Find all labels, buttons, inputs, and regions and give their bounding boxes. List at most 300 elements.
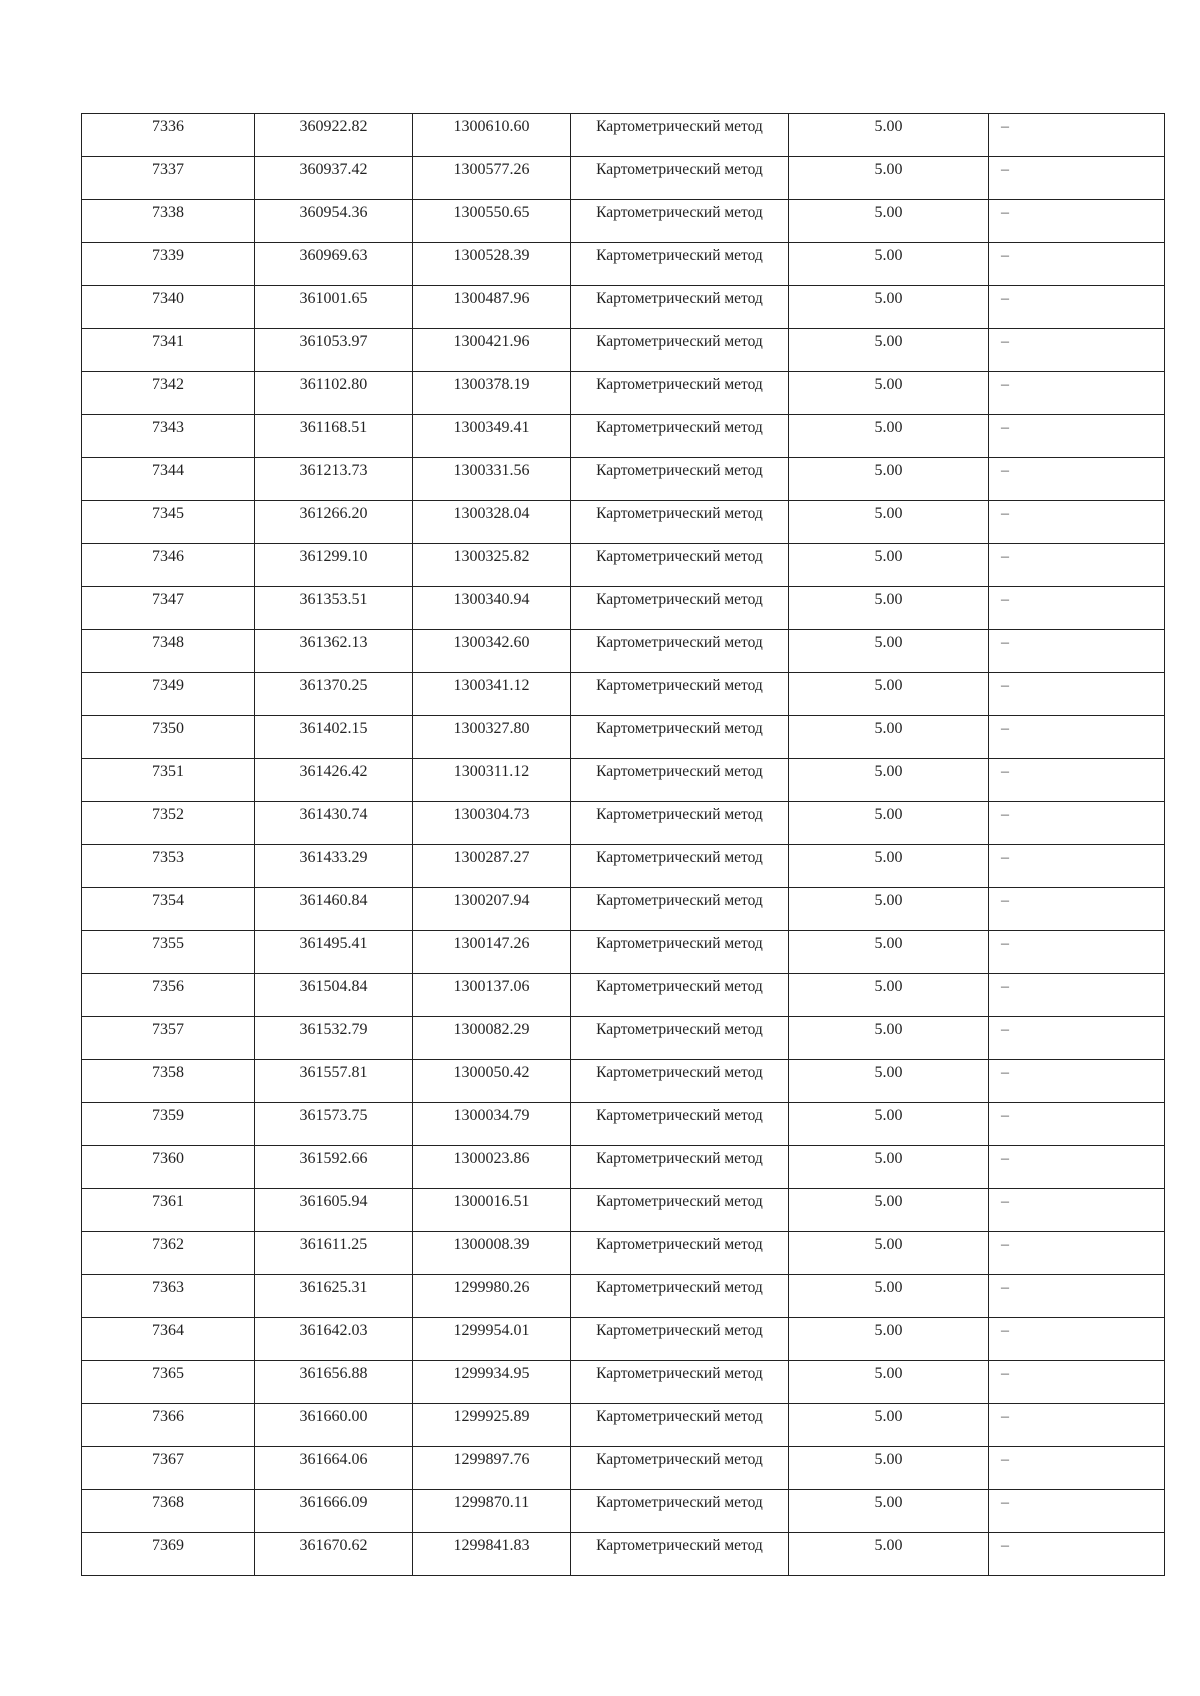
description-cell [989,372,1165,415]
table-row [82,845,1165,888]
point-number-cell [82,1060,255,1103]
description-cell [989,1447,1165,1490]
accuracy-cell [789,1060,989,1103]
point-number-cell [82,200,255,243]
point-number-cell [82,372,255,415]
table-row [82,1232,1165,1275]
accuracy-cell [789,1447,989,1490]
point-number-cell [82,759,255,802]
point-number-cell [82,1275,255,1318]
point-number-cell [82,974,255,1017]
point-number-value: 7366 [152,1408,184,1425]
x-coordinate-value: 361573.75 [299,1107,368,1124]
x-coordinate-value: 361557.81 [299,1064,368,1081]
method-value: Картометрический метод [596,333,763,350]
accuracy-cell [789,716,989,759]
description-cell [989,1189,1165,1232]
method-cell [571,372,789,415]
point-number-value: 7363 [152,1279,184,1296]
table-row [82,759,1165,802]
description-value: – [1001,1064,1009,1081]
description-cell [989,1275,1165,1318]
point-number-value: 7353 [152,849,184,866]
point-number-value: 7338 [152,204,184,221]
x-coordinate-cell [255,716,413,759]
point-number-value: 7367 [152,1451,184,1468]
y-coordinate-cell [413,1404,571,1447]
method-value: Картометрический метод [596,978,763,995]
y-coordinate-value: 1300342.60 [453,634,530,651]
y-coordinate-cell [413,1318,571,1361]
y-coordinate-value: 1300349.41 [453,419,530,436]
method-cell [571,587,789,630]
method-cell [571,114,789,157]
y-coordinate-value: 1299954.01 [453,1322,530,1339]
accuracy-cell [789,888,989,931]
accuracy-cell [789,1404,989,1447]
accuracy-cell [789,845,989,888]
accuracy-value: 5.00 [874,1236,903,1253]
method-value: Картометрический метод [596,1408,763,1425]
y-coordinate-cell [413,673,571,716]
accuracy-cell [789,1189,989,1232]
y-coordinate-cell [413,845,571,888]
accuracy-value: 5.00 [874,1322,903,1339]
point-number-value: 7336 [152,118,184,135]
description-cell [989,673,1165,716]
description-value: – [1001,892,1009,909]
point-number-cell [82,1146,255,1189]
x-coordinate-value: 361430.74 [299,806,368,823]
y-coordinate-value: 1300421.96 [453,333,530,350]
method-value: Картометрический метод [596,849,763,866]
y-coordinate-cell [413,1103,571,1146]
method-cell [571,802,789,845]
point-number-value: 7349 [152,677,184,694]
description-cell [989,931,1165,974]
accuracy-cell [789,1146,989,1189]
y-coordinate-cell [413,587,571,630]
description-cell [989,1404,1165,1447]
x-coordinate-value: 360954.36 [299,204,368,221]
description-value: – [1001,1494,1009,1511]
table-row [82,544,1165,587]
point-number-value: 7341 [152,333,184,350]
method-value: Картометрический метод [596,1279,763,1296]
y-coordinate-cell [413,1447,571,1490]
description-cell [989,200,1165,243]
table-row [82,1189,1165,1232]
method-cell [571,1361,789,1404]
description-value: – [1001,1322,1009,1339]
point-number-value: 7345 [152,505,184,522]
point-number-value: 7348 [152,634,184,651]
y-coordinate-value: 1300341.12 [453,677,530,694]
point-number-cell [82,888,255,931]
x-coordinate-cell [255,802,413,845]
x-coordinate-value: 361370.25 [299,677,368,694]
point-number-cell [82,587,255,630]
accuracy-cell [789,1232,989,1275]
accuracy-cell [789,1318,989,1361]
description-value: – [1001,634,1009,651]
point-number-value: 7354 [152,892,184,909]
method-value: Картометрический метод [596,892,763,909]
description-cell [989,1017,1165,1060]
description-value: – [1001,1408,1009,1425]
y-coordinate-cell [413,200,571,243]
x-coordinate-cell [255,1189,413,1232]
x-coordinate-cell [255,1447,413,1490]
y-coordinate-value: 1299934.95 [453,1365,530,1382]
table-row [82,1146,1165,1189]
x-coordinate-cell [255,1361,413,1404]
accuracy-value: 5.00 [874,1494,903,1511]
point-number-cell [82,630,255,673]
x-coordinate-value: 361433.29 [299,849,368,866]
description-value: – [1001,118,1009,135]
method-cell [571,329,789,372]
description-value: – [1001,161,1009,178]
y-coordinate-cell [413,458,571,501]
table-row [82,888,1165,931]
description-value: – [1001,548,1009,565]
table-row [82,587,1165,630]
description-value: – [1001,720,1009,737]
table-row [82,329,1165,372]
description-cell [989,587,1165,630]
x-coordinate-value: 361001.65 [299,290,368,307]
accuracy-value: 5.00 [874,419,903,436]
point-number-value: 7365 [152,1365,184,1382]
method-cell [571,1404,789,1447]
x-coordinate-value: 361299.10 [299,548,368,565]
point-number-value: 7352 [152,806,184,823]
table-row [82,716,1165,759]
y-coordinate-value: 1300050.42 [453,1064,530,1081]
accuracy-value: 5.00 [874,677,903,694]
table-row [82,630,1165,673]
x-coordinate-value: 361266.20 [299,505,368,522]
x-coordinate-value: 361660.00 [299,1408,368,1425]
description-cell [989,845,1165,888]
x-coordinate-cell [255,1490,413,1533]
description-value: – [1001,247,1009,264]
y-coordinate-cell [413,1275,571,1318]
x-coordinate-value: 361656.88 [299,1365,368,1382]
x-coordinate-cell [255,286,413,329]
method-cell [571,1275,789,1318]
y-coordinate-cell [413,1533,571,1576]
description-value: – [1001,1365,1009,1382]
method-value: Картометрический метод [596,1494,763,1511]
description-value: – [1001,1107,1009,1124]
y-coordinate-cell [413,415,571,458]
x-coordinate-value: 361666.09 [299,1494,368,1511]
x-coordinate-value: 361664.06 [299,1451,368,1468]
description-value: – [1001,849,1009,866]
method-cell [571,286,789,329]
method-value: Картометрический метод [596,591,763,608]
method-value: Картометрический метод [596,1451,763,1468]
point-number-cell [82,673,255,716]
accuracy-value: 5.00 [874,720,903,737]
point-number-cell [82,329,255,372]
x-coordinate-value: 361053.97 [299,333,368,350]
table-row [82,1060,1165,1103]
y-coordinate-cell [413,544,571,587]
table-row [82,200,1165,243]
method-cell [571,630,789,673]
method-cell [571,458,789,501]
x-coordinate-value: 361353.51 [299,591,368,608]
method-value: Картометрический метод [596,677,763,694]
point-number-value: 7340 [152,290,184,307]
x-coordinate-cell [255,329,413,372]
description-cell [989,716,1165,759]
x-coordinate-cell [255,845,413,888]
description-value: – [1001,763,1009,780]
table-row [82,1017,1165,1060]
description-value: – [1001,333,1009,350]
method-cell [571,716,789,759]
method-value: Картометрический метод [596,419,763,436]
method-cell [571,759,789,802]
method-value: Картометрический метод [596,204,763,221]
table-row [82,974,1165,1017]
method-cell [571,1017,789,1060]
accuracy-value: 5.00 [874,763,903,780]
table-row [82,1361,1165,1404]
method-value: Картометрический метод [596,1236,763,1253]
description-cell [989,1060,1165,1103]
point-number-cell [82,458,255,501]
accuracy-cell [789,544,989,587]
description-cell [989,1490,1165,1533]
description-value: – [1001,935,1009,952]
x-coordinate-value: 361168.51 [299,419,368,436]
accuracy-value: 5.00 [874,333,903,350]
table-row [82,1447,1165,1490]
x-coordinate-cell [255,587,413,630]
method-value: Картометрический метод [596,1064,763,1081]
accuracy-cell [789,458,989,501]
point-number-cell [82,415,255,458]
point-number-value: 7361 [152,1193,184,1210]
x-coordinate-cell [255,759,413,802]
accuracy-cell [789,673,989,716]
point-number-cell [82,1318,255,1361]
description-value: – [1001,290,1009,307]
point-number-value: 7342 [152,376,184,393]
point-number-value: 7369 [152,1537,184,1554]
y-coordinate-value: 1300577.26 [453,161,530,178]
point-number-cell [82,1490,255,1533]
description-cell [989,630,1165,673]
x-coordinate-value: 361102.80 [299,376,368,393]
point-number-cell [82,1447,255,1490]
description-value: – [1001,1150,1009,1167]
accuracy-value: 5.00 [874,634,903,651]
point-number-cell [82,1103,255,1146]
method-value: Картометрический метод [596,1322,763,1339]
x-coordinate-cell [255,888,413,931]
method-cell [571,931,789,974]
x-coordinate-value: 361362.13 [299,634,368,651]
accuracy-value: 5.00 [874,1107,903,1124]
point-number-cell [82,501,255,544]
method-value: Картометрический метод [596,1537,763,1554]
accuracy-value: 5.00 [874,118,903,135]
point-number-cell [82,157,255,200]
description-value: – [1001,419,1009,436]
description-cell [989,1232,1165,1275]
accuracy-cell [789,243,989,286]
method-cell [571,544,789,587]
x-coordinate-cell [255,1103,413,1146]
point-number-value: 7337 [152,161,184,178]
accuracy-cell [789,1533,989,1576]
point-number-value: 7357 [152,1021,184,1038]
y-coordinate-cell [413,630,571,673]
x-coordinate-value: 361495.41 [299,935,368,952]
y-coordinate-value: 1300328.04 [453,505,530,522]
y-coordinate-value: 1300610.60 [453,118,530,135]
x-coordinate-cell [255,544,413,587]
accuracy-cell [789,372,989,415]
x-coordinate-value: 360969.63 [299,247,368,264]
x-coordinate-value: 360937.42 [299,161,368,178]
description-cell [989,329,1165,372]
accuracy-value: 5.00 [874,591,903,608]
method-value: Картометрический метод [596,935,763,952]
x-coordinate-cell [255,1146,413,1189]
y-coordinate-cell [413,759,571,802]
description-value: – [1001,591,1009,608]
method-cell [571,1189,789,1232]
accuracy-value: 5.00 [874,1365,903,1382]
description-cell [989,888,1165,931]
table-row [82,458,1165,501]
table-row [82,1404,1165,1447]
description-value: – [1001,204,1009,221]
point-number-cell [82,1361,255,1404]
method-value: Картометрический метод [596,634,763,651]
y-coordinate-cell [413,888,571,931]
point-number-value: 7360 [152,1150,184,1167]
y-coordinate-cell [413,1490,571,1533]
method-cell [571,1533,789,1576]
point-number-value: 7344 [152,462,184,479]
method-cell [571,845,789,888]
x-coordinate-cell [255,1017,413,1060]
method-value: Картометрический метод [596,118,763,135]
coordinates-table-body [82,114,1165,1576]
y-coordinate-value: 1300287.27 [453,849,530,866]
y-coordinate-value: 1300327.80 [453,720,530,737]
x-coordinate-value: 360922.82 [299,118,368,135]
method-value: Картометрический метод [596,505,763,522]
method-cell [571,888,789,931]
method-cell [571,1103,789,1146]
point-number-value: 7368 [152,1494,184,1511]
x-coordinate-cell [255,157,413,200]
accuracy-value: 5.00 [874,1537,903,1554]
y-coordinate-value: 1300340.94 [453,591,530,608]
x-coordinate-cell [255,458,413,501]
table-row [82,157,1165,200]
accuracy-value: 5.00 [874,376,903,393]
point-number-value: 7351 [152,763,184,780]
description-cell [989,243,1165,286]
description-cell [989,1361,1165,1404]
x-coordinate-cell [255,1404,413,1447]
point-number-cell [82,716,255,759]
point-number-cell [82,1533,255,1576]
y-coordinate-value: 1300325.82 [453,548,530,565]
coordinates-table [81,113,1165,1576]
point-number-cell [82,1017,255,1060]
x-coordinate-cell [255,501,413,544]
accuracy-value: 5.00 [874,462,903,479]
y-coordinate-cell [413,329,571,372]
point-number-value: 7364 [152,1322,184,1339]
x-coordinate-cell [255,1533,413,1576]
y-coordinate-cell [413,716,571,759]
accuracy-value: 5.00 [874,806,903,823]
description-value: – [1001,376,1009,393]
point-number-value: 7358 [152,1064,184,1081]
accuracy-value: 5.00 [874,161,903,178]
y-coordinate-cell [413,1060,571,1103]
point-number-cell [82,114,255,157]
description-cell [989,458,1165,501]
accuracy-cell [789,1361,989,1404]
y-coordinate-value: 1299870.11 [453,1494,530,1511]
accuracy-cell [789,329,989,372]
y-coordinate-value: 1300016.51 [453,1193,530,1210]
accuracy-cell [789,974,989,1017]
description-value: – [1001,1279,1009,1296]
y-coordinate-value: 1300034.79 [453,1107,530,1124]
y-coordinate-cell [413,114,571,157]
description-value: – [1001,1236,1009,1253]
accuracy-value: 5.00 [874,1193,903,1210]
table-row [82,1275,1165,1318]
method-cell [571,1447,789,1490]
point-number-cell [82,286,255,329]
accuracy-cell [789,1275,989,1318]
method-value: Картометрический метод [596,1107,763,1124]
description-cell [989,157,1165,200]
x-coordinate-value: 361592.66 [299,1150,368,1167]
method-cell [571,1318,789,1361]
accuracy-value: 5.00 [874,548,903,565]
point-number-value: 7362 [152,1236,184,1253]
method-value: Картометрический метод [596,548,763,565]
description-cell [989,759,1165,802]
point-number-value: 7355 [152,935,184,952]
x-coordinate-cell [255,114,413,157]
y-coordinate-cell [413,286,571,329]
method-value: Картометрический метод [596,1021,763,1038]
accuracy-value: 5.00 [874,1064,903,1081]
method-value: Картометрический метод [596,290,763,307]
y-coordinate-value: 1300207.94 [453,892,530,909]
accuracy-cell [789,200,989,243]
y-coordinate-cell [413,157,571,200]
accuracy-cell [789,1490,989,1533]
